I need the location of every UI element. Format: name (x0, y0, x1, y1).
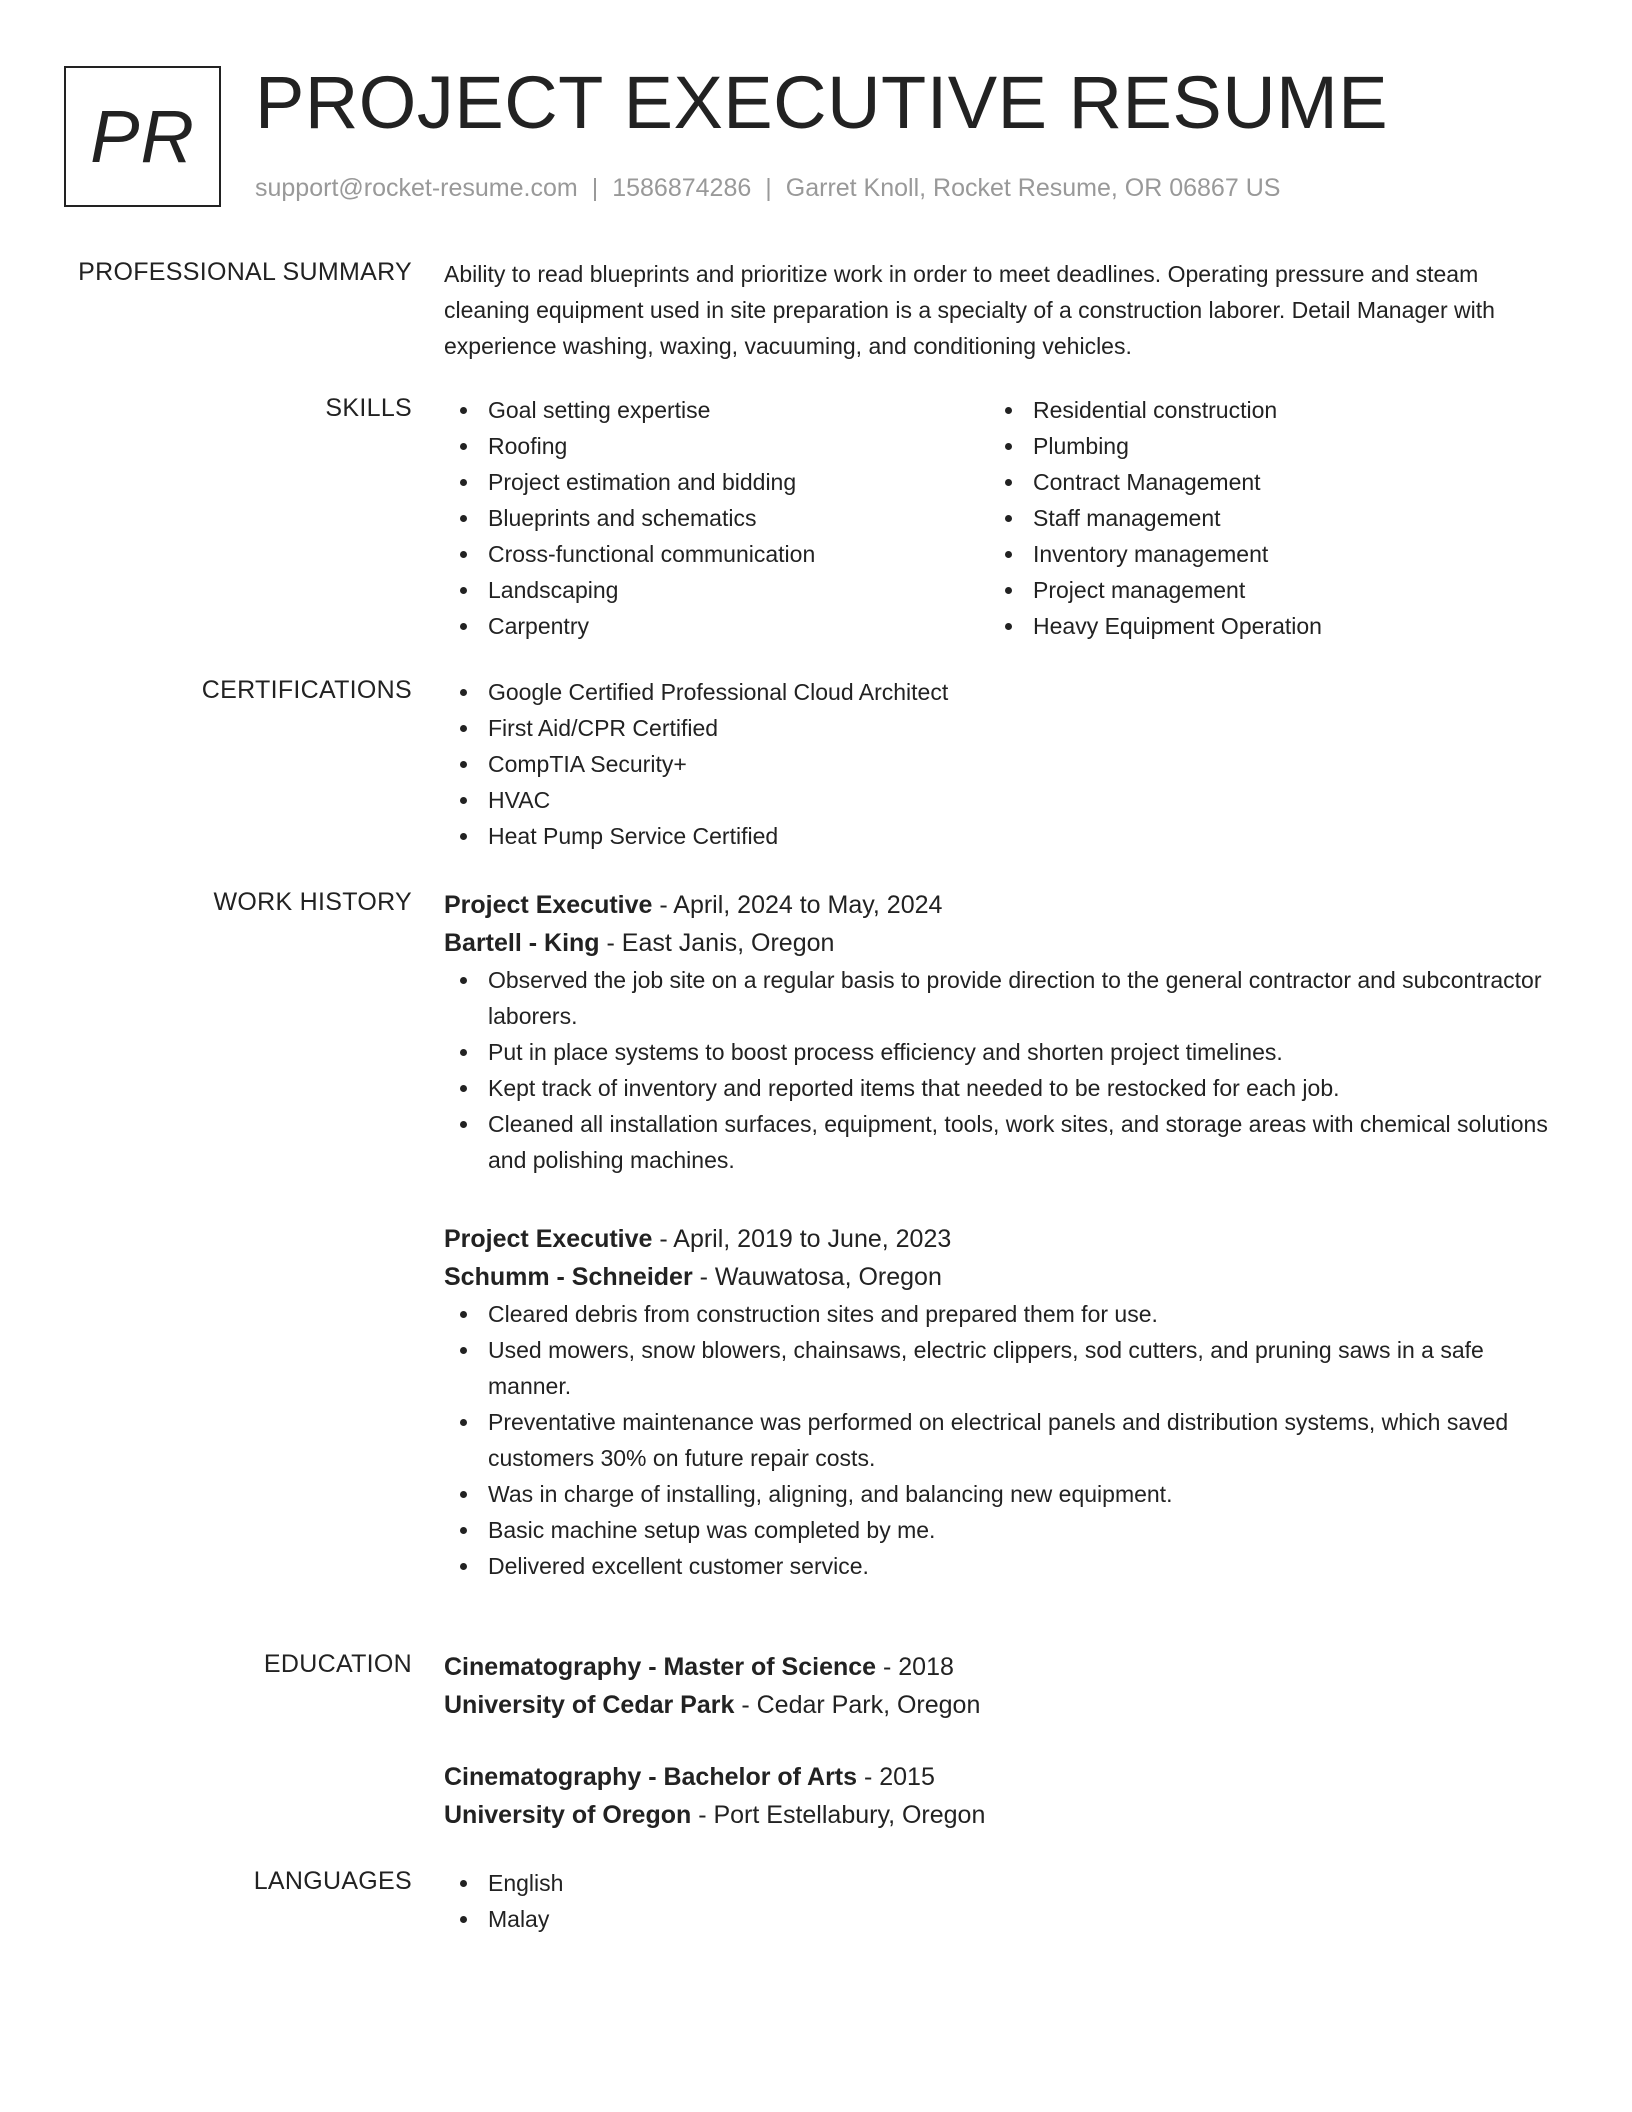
section-label: EDUCATION (263, 1650, 412, 1678)
school-name: University of Cedar Park (444, 1691, 735, 1719)
list-item: Goal setting expertise (444, 392, 989, 428)
job-company-line (444, 1258, 1568, 1296)
list-item: Staff management (989, 500, 1534, 536)
job-duties-list (444, 962, 1568, 1178)
job-dates: - April, 2019 to June, 2023 (652, 1225, 952, 1253)
degree-line (444, 1648, 1568, 1686)
education-entry (444, 1758, 1568, 1834)
list-item: Used mowers, snow blowers, chainsaws, electric clippers, sod cutters, and pruning saws in a safe manner. (444, 1332, 1568, 1404)
contact-email: support@rocket-resume.com (255, 174, 578, 202)
list-item: Blueprints and schematics (444, 500, 989, 536)
list-item: Kept track of inventory and reported items that needed to be restocked for each job. (444, 1070, 1568, 1106)
list-item: Google Certified Professional Cloud Architect (444, 674, 1568, 710)
list-item: Carpentry (444, 608, 989, 644)
list-item: Cleared debris from construction sites and prepared them for use. (444, 1296, 1568, 1332)
section-body (444, 392, 1568, 644)
monogram-box (64, 66, 221, 207)
degree-line (444, 1758, 1568, 1796)
section-label: PROFESSIONAL SUMMARY (78, 258, 412, 286)
degree-name: Cinematography - Master of Science (444, 1653, 877, 1681)
job-entry (444, 886, 1568, 1178)
list-item: Cross-functional communication (444, 536, 989, 572)
list-item: Project management (989, 572, 1534, 608)
monogram-initials: PR (90, 95, 195, 178)
list-item: Roofing (444, 428, 989, 464)
section-label: WORK HISTORY (213, 888, 412, 916)
section-label: SKILLS (325, 394, 412, 422)
list-item: Observed the job site on a regular basis to provide direction to the general contractor and subcontractor laborers. (444, 962, 1568, 1034)
list-item: Preventative maintenance was performed on electrical panels and distribution systems, which saved customers 30% on future repair costs. (444, 1404, 1568, 1476)
skills-columns (444, 392, 1568, 644)
job-duties-list (444, 1296, 1568, 1584)
section-body (444, 674, 1568, 854)
resume-title: PROJECT EXECUTIVE RESUME (255, 61, 1389, 144)
job-company: Bartell - King (444, 929, 600, 957)
school-location: - Cedar Park, Oregon (734, 1691, 981, 1719)
job-dates: - April, 2024 to May, 2024 (652, 891, 943, 919)
skills-list-left (444, 392, 989, 644)
summary-text: Ability to read blueprints and prioritize work in order to meet deadlines. Operating pressure and steam cleaning equipment used in site preparation is a specialty of a construction laborer. Detail Manager with experience washing, waxing, vacuuming, and conditioning vehicles. (444, 261, 1495, 359)
list-item: Heat Pump Service Certified (444, 818, 1568, 854)
list-item: English (444, 1865, 1568, 1901)
list-item: Contract Management (989, 464, 1534, 500)
contact-address: Garret Knoll, Rocket Resume, OR 06867 US (785, 174, 1281, 202)
section-body (444, 1648, 1568, 1834)
school-name: University of Oregon (444, 1801, 692, 1829)
list-item: Heavy Equipment Operation (989, 608, 1534, 644)
contact-phone: 1586874286 (612, 174, 752, 202)
resume-header (64, 61, 1568, 212)
job-company-line (444, 924, 1568, 962)
job-title-line (444, 886, 1568, 924)
job-company: Schumm - Schneider (444, 1263, 693, 1291)
list-item: Plumbing (989, 428, 1534, 464)
list-item: Landscaping (444, 572, 989, 608)
certifications-list (444, 674, 1568, 854)
job-location: - East Janis, Oregon (599, 929, 835, 957)
contact-separator: | (591, 174, 599, 202)
job-title: Project Executive (444, 1225, 653, 1253)
list-item: Project estimation and bidding (444, 464, 989, 500)
list-item: Basic machine setup was completed by me. (444, 1512, 1568, 1548)
list-item: Inventory management (989, 536, 1534, 572)
list-item: Cleaned all installation surfaces, equipment, tools, work sites, and storage areas with chemical solutions and polishing machines. (444, 1106, 1568, 1178)
section-body (444, 256, 1568, 364)
skills-list-right (989, 392, 1534, 644)
list-item: Put in place systems to boost process efficiency and shorten project timelines. (444, 1034, 1568, 1070)
list-item: Malay (444, 1901, 1568, 1937)
job-entry (444, 1220, 1568, 1584)
school-location: - Port Estellabury, Oregon (691, 1801, 986, 1829)
school-line (444, 1686, 1568, 1724)
list-item: Was in charge of installing, aligning, and balancing new equipment. (444, 1476, 1568, 1512)
degree-name: Cinematography - Bachelor of Arts (444, 1763, 858, 1791)
education-entry (444, 1648, 1568, 1724)
list-item: CompTIA Security+ (444, 746, 1568, 782)
section-body (444, 1865, 1568, 1937)
school-line (444, 1796, 1568, 1834)
section-body (444, 886, 1568, 1584)
degree-year: - 2018 (876, 1653, 954, 1681)
contact-separator: | (765, 174, 772, 202)
list-item: HVAC (444, 782, 1568, 818)
languages-list (444, 1865, 1568, 1937)
job-title: Project Executive (444, 891, 653, 919)
list-item: Residential construction (989, 392, 1534, 428)
job-location: - Wauwatosa, Oregon (692, 1263, 942, 1291)
section-label: CERTIFICATIONS (201, 676, 412, 704)
list-item: Delivered excellent customer service. (444, 1548, 1568, 1584)
contact-line (255, 174, 1280, 203)
job-title-line (444, 1220, 1568, 1258)
degree-year: - 2015 (857, 1763, 935, 1791)
section-label: LANGUAGES (253, 1867, 412, 1895)
list-item: First Aid/CPR Certified (444, 710, 1568, 746)
